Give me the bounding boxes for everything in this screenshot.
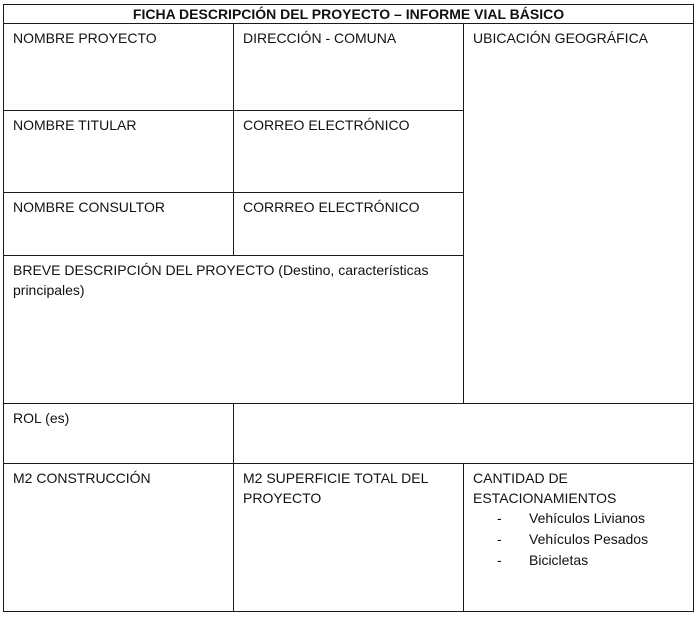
field-nombre-proyecto-label: NOMBRE PROYECTO	[13, 30, 157, 46]
field-correo-consultor[interactable]	[234, 193, 464, 256]
field-direccion-comuna[interactable]	[234, 24, 464, 111]
field-m2-construccion[interactable]	[4, 464, 234, 612]
form-title: FICHA DESCRIPCIÓN DEL PROYECTO – INFORME VIAL BÁSICO	[4, 5, 694, 24]
list-dash: -	[497, 510, 502, 526]
field-rol-label: ROL (es)	[13, 410, 70, 426]
field-nombre-proyecto[interactable]	[4, 24, 234, 111]
field-direccion-comuna-label: DIRECCIÓN - COMUNA	[243, 30, 397, 46]
field-nombre-consultor[interactable]	[4, 193, 234, 256]
field-rol-value[interactable]	[234, 404, 694, 464]
estacionamientos-item-label: Bicicletas	[529, 552, 589, 568]
estacionamientos-item-bicicletas	[497, 550, 688, 571]
field-m2-construccion-label: M2 CONSTRUCCIÓN	[13, 470, 151, 486]
field-m2-superficie-label: M2 SUPERFICIE TOTAL DEL PROYECTO	[243, 470, 428, 506]
estacionamientos-item-label: Vehículos Pesados	[529, 531, 649, 547]
field-breve-descripcion-label: BREVE DESCRIPCIÓN DEL PROYECTO (Destino, características principales)	[13, 262, 429, 298]
field-breve-descripcion[interactable]	[4, 256, 464, 404]
field-correo-consultor-label: CORRREO ELECTRÓNICO	[243, 199, 420, 215]
field-correo-titular-label: CORREO ELECTRÓNICO	[243, 117, 410, 133]
field-nombre-titular-label: NOMBRE TITULAR	[13, 117, 137, 133]
field-ubicacion-geografica[interactable]	[464, 24, 694, 404]
field-m2-superficie[interactable]	[234, 464, 464, 612]
list-dash: -	[497, 552, 502, 568]
field-nombre-titular[interactable]	[4, 111, 234, 193]
field-ubicacion-geografica-label: UBICACIÓN GEOGRÁFICA	[473, 30, 649, 46]
estacionamientos-item-label: Vehículos Livianos	[529, 510, 645, 526]
field-cantidad-estacionamientos[interactable]	[464, 464, 694, 612]
field-cantidad-estacionamientos-label: CANTIDAD DE ESTACIONAMIENTOS	[473, 470, 617, 506]
field-nombre-consultor-label: NOMBRE CONSULTOR	[13, 199, 165, 215]
list-dash: -	[497, 531, 502, 547]
field-correo-titular[interactable]	[234, 111, 464, 193]
estacionamientos-item-livianos	[497, 508, 688, 529]
field-rol	[4, 404, 234, 464]
project-description-form	[3, 4, 694, 612]
estacionamientos-item-pesados	[497, 529, 688, 550]
estacionamientos-list	[473, 508, 688, 571]
